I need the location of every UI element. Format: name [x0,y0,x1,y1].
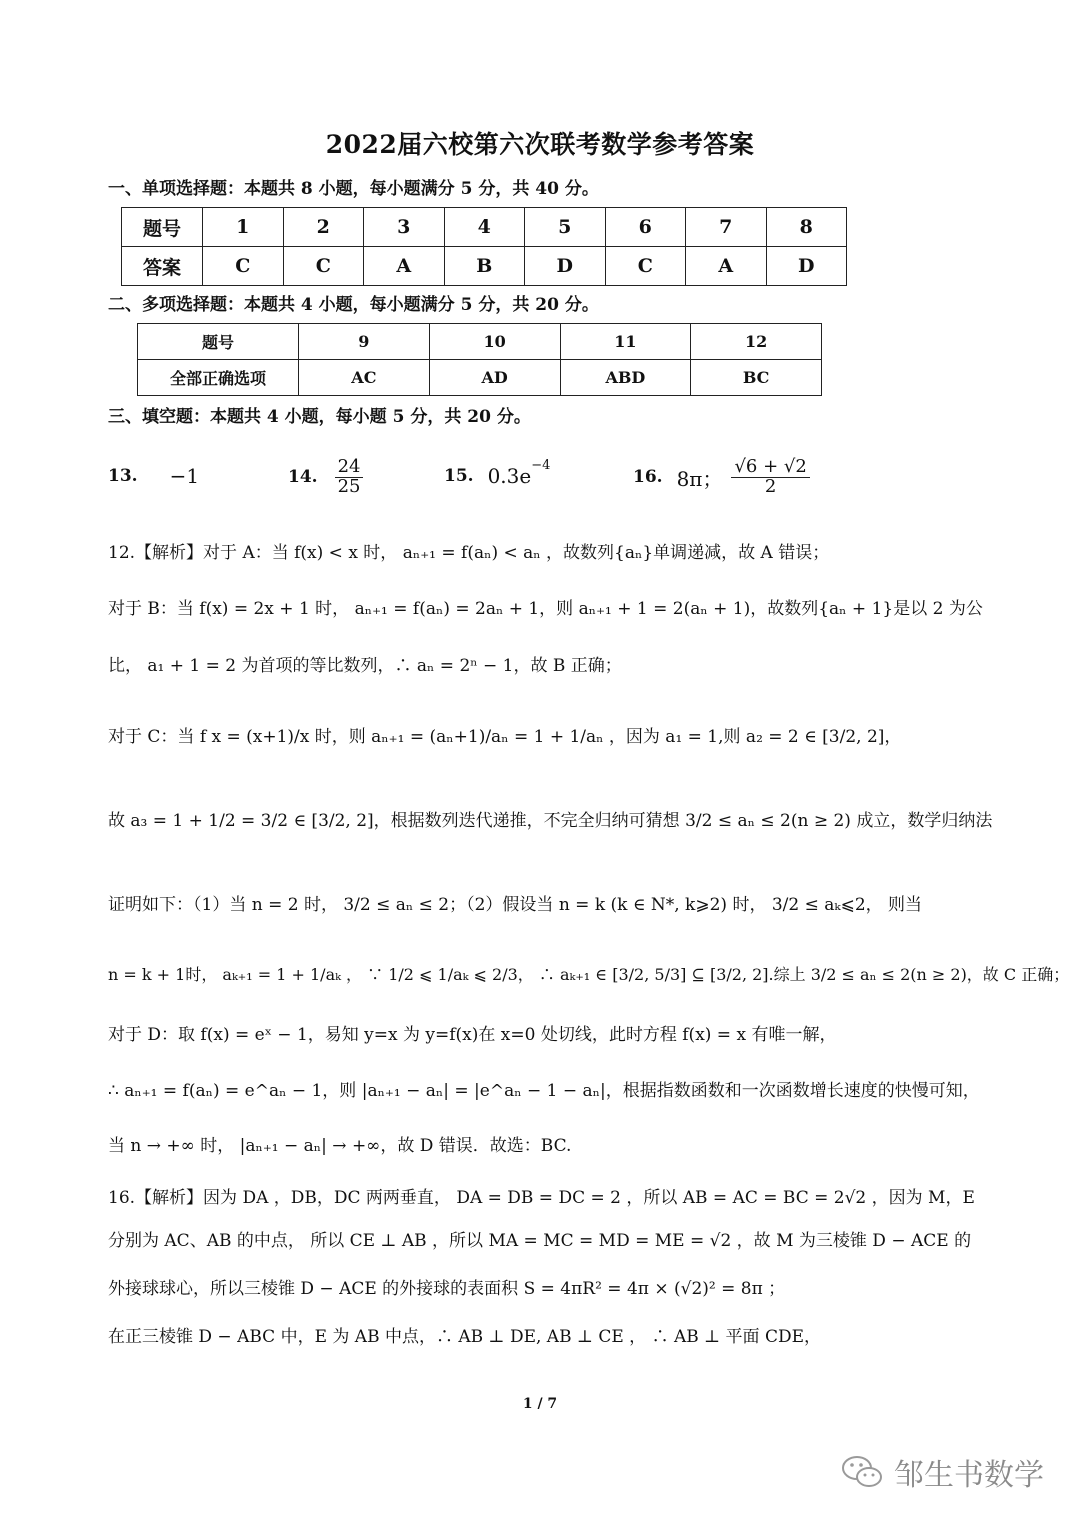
answer-cell: C [203,247,284,286]
page-number: 1 / 7 [522,1396,558,1412]
table-row [122,247,847,286]
fraction-denominator: 2 [764,475,777,497]
solution-line: 分别为 AC、AB 的中点， 所以 CE ⊥ AB ，所以 MA = MC = MD = ME = √2 ，故 M 为三棱锥 D − ACE 的 [108,1231,972,1251]
header-label: 题号 [138,324,299,360]
multi-choice-answer-table [137,323,822,396]
header-label: 题号 [122,208,203,247]
solution-line: 故 a₃ = 1 + 1/2 = 3/2 ∈ [3/2, 2]，根据数列迭代递推，不完全归纳可猜想 3/2 ≤ aₙ ≤ 2(n ≥ 2) 成立，数学归纳法 [108,811,993,831]
answer-cell: AD [429,360,560,396]
fraction-denominator: 25 [337,475,361,497]
question-number: 5 [525,208,606,247]
solution-line: 比， a₁ + 1 = 2 为首项的等比数列，∴ aₙ = 2ⁿ − 1，故 B 正确； [108,656,622,676]
watermark-text: 邹生书数学 [894,1458,1044,1493]
solution-line: ∴ aₙ₊₁ = f(aₙ) = e^aₙ − 1，则 |aₙ₊₁ − aₙ| = |e^aₙ − 1 − aₙ|，根据指数函数和一次函数增长速度的快慢可知， [108,1081,980,1101]
answer-fraction [731,458,809,497]
solution-line: 对于 D：取 f(x) = eˣ − 1，易知 y=x 为 y=f(x)在 x=0 处切线，此时方程 f(x) = x 有唯一解， [108,1025,837,1045]
table-row [122,208,847,247]
answer-label: 全部正确选项 [138,360,299,396]
solution-line: 当 n → +∞ 时， |aₙ₊₁ − aₙ| → +∞，故 D 错误．故选：BC. [108,1136,572,1156]
section-1-heading: 一、单项选择题：本题共 8 小题，每小题满分 5 分，共 40 分。 [108,179,599,199]
answer-cell: C [605,247,686,286]
question-number: 9 [299,324,430,360]
question-number: 1 [203,208,284,247]
wechat-icon [840,1453,884,1491]
solution-line: 对于 B：当 f(x) = 2x + 1 时， aₙ₊₁ = f(aₙ) = 2aₙ + 1，则 aₙ₊₁ + 1 = 2(aₙ + 1)，故数列{aₙ + 1}是以 2 为公 [108,599,983,619]
answer-cell: A [686,247,767,286]
section-2-heading: 二、多项选择题：本题共 4 小题，每小题满分 5 分，共 20 分。 [108,295,599,315]
question-number: 14. [288,467,318,488]
solution-line: 对于 C：当 f x = (x+1)/x 时，则 aₙ₊₁ = (aₙ+1)/aₙ = 1 + 1/aₙ ，因为 a₁ = 1,则 a₂ = 2 ∈ [3/2, 2]， [108,727,902,747]
question-number: 12 [691,324,822,360]
solution-line: 在正三棱锥 D − ABC 中，E 为 AB 中点，∴ AB ⊥ DE, AB ⊥ CE ， ∴ AB ⊥ 平面 CDE， [108,1327,821,1347]
answer-16 [633,458,813,497]
watermark [840,1450,1044,1494]
answer-label: 答案 [122,247,203,286]
answer-fraction [335,458,364,497]
page-title: 2022届六校第六次联考数学参考答案 [325,130,755,159]
answer-15 [444,458,551,488]
question-number: 10 [429,324,560,360]
solution-line: 外接球球心，所以三棱锥 D − ACE 的外接球的表面积 S = 4πR² = 4π × (√2)² = 8π ； [108,1279,786,1299]
answer-cell: C [283,247,364,286]
answer-cell: D [766,247,847,286]
question-number: 6 [605,208,686,247]
answer-cell: A [364,247,445,286]
question-number: 13. [108,466,138,486]
answer-value: −1 [169,464,200,488]
answer-cell: D [525,247,606,286]
answer-13 [108,464,199,488]
answer-value: 8π； [676,466,723,491]
solution-line: n = k + 1时， aₖ₊₁ = 1 + 1/aₖ ， ∵ 1/2 ⩽ 1/aₖ ⩽ 2/3， ∴ aₖ₊₁ ∈ [3/2, 5/3] ⊆ [3/2, 2].综上 3/2 ≤ aₙ ≤ 2(n ≥ 2)，故 C 正确； [108,965,1070,984]
question-number: 4 [444,208,525,247]
question-number: 11 [560,324,691,360]
question-number: 3 [364,208,445,247]
single-choice-answer-table [121,207,847,286]
fraction-numerator: √6 + √2 [731,458,809,478]
solution-line: 证明如下：（1）当 n = 2 时， 3/2 ≤ aₙ ≤ 2；（2）假设当 n = k (k ∈ N*, k⩾2) 时， 3/2 ≤ aₖ⩽2， 则当 [108,895,923,915]
answer-exponent: −4 [531,458,551,473]
section-3-heading: 三、填空题：本题共 4 小题，每小题 5 分，共 20 分。 [108,407,531,427]
table-row [138,324,822,360]
answer-cell: BC [691,360,822,396]
solution-line: 16.【解析】因为 DA ，DB，DC 两两垂直， DA = DB = DC = 2 ，所以 AB = AC = BC = 2√2 ，因为 M，E [108,1188,975,1208]
table-row [138,360,822,396]
answer-cell: AC [299,360,430,396]
answer-cell: B [444,247,525,286]
fill-in-answers [108,450,1008,510]
question-number: 7 [686,208,767,247]
fraction-numerator: 24 [335,458,364,478]
answer-cell: ABD [560,360,691,396]
question-number: 2 [283,208,364,247]
question-number: 8 [766,208,847,247]
solution-line: 12.【解析】对于 A：当 f(x) < x 时， aₙ₊₁ = f(aₙ) < aₙ ，故数列{aₙ}单调递减，故 A 错误； [108,543,830,563]
question-number: 16. [633,467,663,488]
question-number: 15. [444,466,474,486]
answer-14 [288,458,366,497]
answer-value: 0.3e [487,464,532,488]
